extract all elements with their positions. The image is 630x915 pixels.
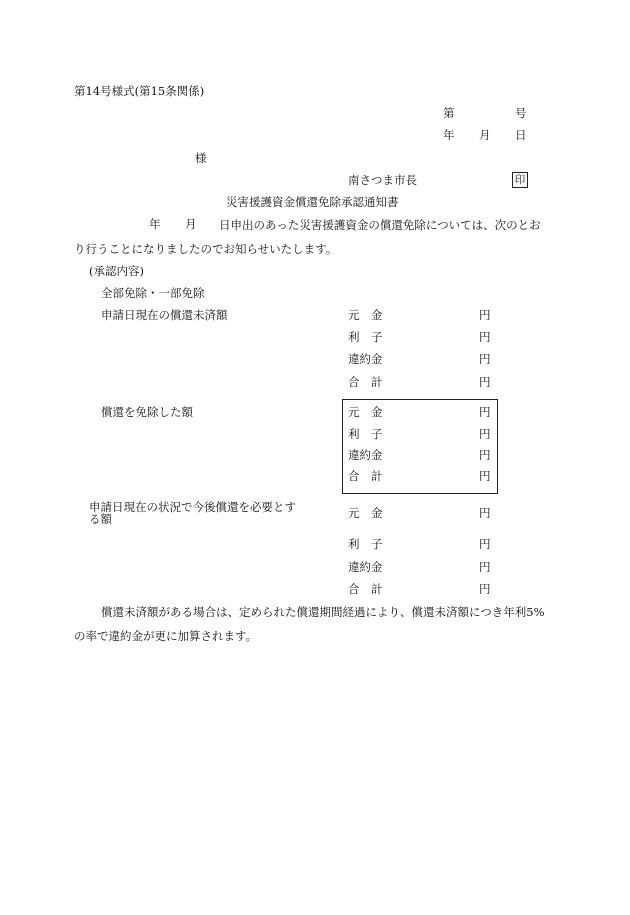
row-label: 違約金 [348, 352, 383, 366]
row-unit: 円 [479, 469, 491, 483]
date-month: 月 [479, 128, 491, 142]
intro-month: 月 [185, 217, 197, 231]
section-heading: (承認内容) [89, 264, 144, 278]
row-label: 違約金 [348, 448, 383, 462]
doc-number-prefix: 第 [443, 106, 455, 120]
row-unit: 円 [479, 560, 491, 574]
intro-paragraph: 日申出のあった災害援護資金の償還免除については、次のとおり行うことになりましたのでお知らせいたします。 [74, 218, 541, 256]
intro-year: 年 [149, 217, 161, 231]
date-year: 年 [443, 128, 455, 142]
row-unit: 円 [479, 330, 491, 344]
section-unpaid-label: 申請日現在の償還未済額 [101, 308, 228, 322]
document-title: 災害援護資金償還免除承認通知書 [226, 195, 399, 209]
row-unit: 円 [479, 448, 491, 462]
form-number: 第14号様式(第15条関係) [74, 84, 205, 98]
row-label: 利 子 [348, 427, 383, 441]
row-label: 合 計 [348, 469, 383, 483]
row-label: 元 金 [348, 308, 383, 322]
row-unit: 円 [479, 352, 491, 366]
row-unit: 円 [479, 427, 491, 441]
doc-number-suffix: 号 [515, 106, 527, 120]
row-unit: 円 [479, 506, 491, 520]
row-unit: 円 [479, 405, 491, 419]
seal-mark: 印 [512, 172, 528, 188]
row-label: 合 計 [348, 582, 383, 596]
date-day: 日 [515, 128, 527, 142]
section-exempted-label: 償還を免除した額 [101, 405, 193, 419]
row-label: 利 子 [348, 537, 383, 551]
row-label: 利 子 [348, 330, 383, 344]
row-unit: 円 [479, 537, 491, 551]
row-label: 元 金 [348, 506, 383, 520]
row-unit: 円 [479, 375, 491, 389]
exemption-type: 全部免除・一部免除 [101, 286, 205, 300]
row-label: 違約金 [348, 560, 383, 574]
row-label: 合 計 [348, 375, 383, 389]
row-label: 元 金 [348, 405, 383, 419]
issuer-name: 南さつま市長 [348, 173, 417, 187]
notice-paragraph: 償還未済額がある場合は、定められた償還期間経過により、償還未済額につき年利5%の率で違約金が更に加算されます。 [74, 605, 545, 643]
row-unit: 円 [479, 308, 491, 322]
addressee-honorific: 様 [195, 151, 207, 165]
row-unit: 円 [479, 582, 491, 596]
section-remaining-label: 申請日現在の状況で今後償還を必要とする額 [89, 500, 296, 526]
